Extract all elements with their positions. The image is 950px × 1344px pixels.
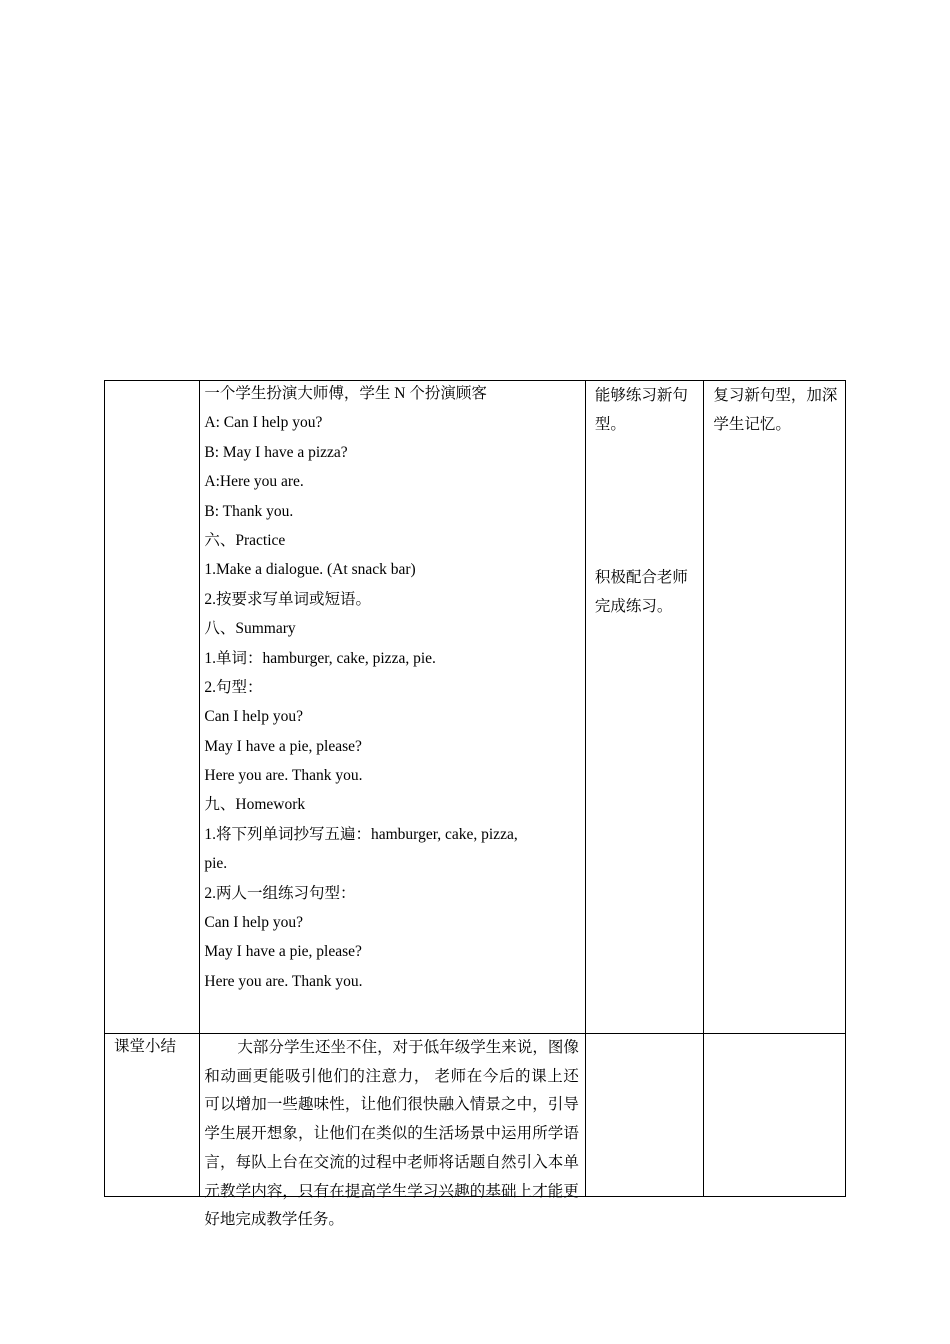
empty-cell (704, 1034, 846, 1197)
process-line: Here you are. Thank you. (204, 972, 363, 990)
student-activity-2: 积极配合老师完成练习。 (594, 569, 688, 615)
process-line: May I have a pie, please? (204, 943, 362, 961)
process-line: A: Can I help you? (204, 414, 323, 432)
row-label-cell (105, 1034, 200, 1197)
process-line: Can I help you? (204, 708, 303, 726)
process-line: 1.将下列单词抄写五遍：hamburger, cake, pizza, (204, 825, 518, 843)
design-intent: 复习新句型，加深学生记忆。 (713, 387, 838, 433)
student-activity-1: 能够练习新句型。 (594, 387, 688, 433)
process-line: 1.单词：hamburger, cake, pizza, pie. (204, 649, 436, 667)
design-intent-cell (704, 381, 846, 1034)
process-line: 1.Make a dialogue. (At snack bar) (204, 561, 416, 579)
process-line: 六、Practice (204, 531, 286, 549)
teaching-process-lines (200, 381, 585, 998)
process-line: 2.句型： (204, 678, 263, 696)
process-line: B: May I have a pizza? (204, 443, 348, 461)
student-activity-cell (585, 381, 703, 1034)
table-row (105, 1034, 846, 1197)
process-line: B: Thank you. (204, 502, 294, 520)
table-row (105, 381, 846, 1034)
teaching-process-cell (200, 381, 586, 1034)
process-line: May I have a pie, please? (204, 737, 362, 755)
process-line: Can I help you? (204, 914, 303, 932)
process-line: pie. (204, 855, 228, 873)
row-label-cell (105, 381, 200, 1034)
lesson-plan-table (104, 380, 846, 1229)
empty-cell (585, 1034, 703, 1197)
process-line: 2.按要求写单词或短语。 (204, 590, 372, 608)
reflection-paragraph: 大部分学生还坐不住，对于低年级学生来说，图像和动画更能吸引他们的注意力， 老师在今后的课上还可以增加一些趣味性，让他们很快融入情景之中，引导学生展开想象，让他们在类似的生活场景中运用所学语言，每队上台在交流的过程中老师将话题自然引入本单元教学内容，只有在提高学生学习兴趣的基础上才能更好地完成教学任务。 (204, 1039, 579, 1229)
process-line: A:Here you are. (204, 473, 304, 491)
process-line: 八、Summary (204, 620, 296, 638)
process-line: 九、Homework (204, 796, 306, 814)
cell-spacer (586, 439, 703, 563)
process-line: 2.两人一组练习句型： (204, 884, 356, 902)
process-line: Here you are. Thank you. (204, 767, 363, 785)
reflection-cell (200, 1034, 586, 1229)
process-line: 一个学生扮演大师傅，学生 N 个扮演顾客 (204, 385, 487, 402)
row-label-summary: 课堂小结 (114, 1038, 177, 1055)
